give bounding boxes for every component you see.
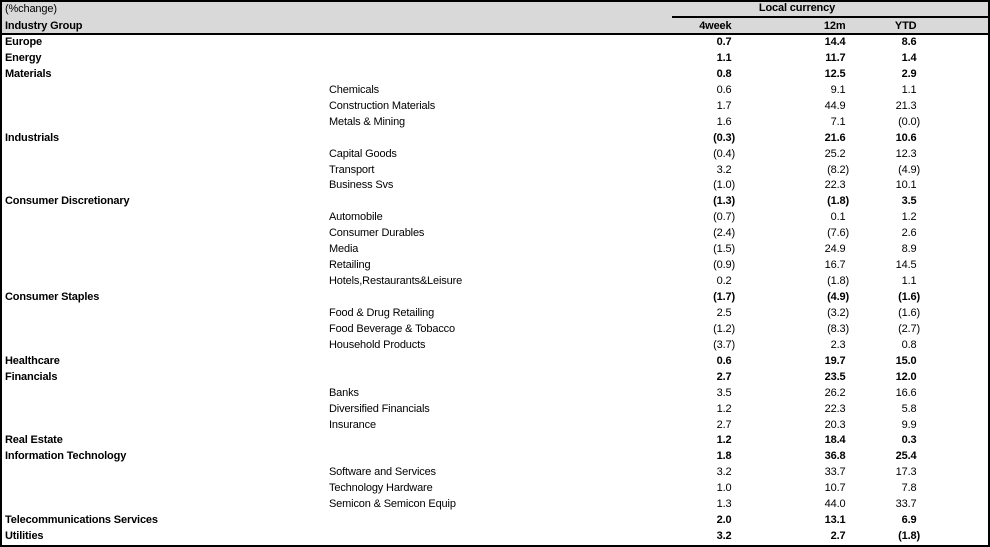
value-12m: (8.3) [827,322,849,335]
value-4week: 1.0 [716,482,732,495]
local-currency-group-header: Local currency [758,2,836,14]
sub-industry-name: Retailing [329,259,371,272]
value-12m: 24.9 [824,243,846,256]
table-row [2,210,988,226]
value-12m: 44.0 [824,498,846,511]
table-row [2,290,988,306]
industry-group-column-header: Industry Group [5,20,83,32]
sub-industry-name: Metals & Mining [329,115,406,128]
table-row [2,418,988,434]
value-12m: 26.2 [824,386,846,399]
sub-industry-name: Household Products [329,338,426,351]
table-row [2,433,988,449]
value-12m: 23.5 [824,370,846,383]
value-ytd: 0.8 [901,338,917,351]
value-ytd: 17.3 [895,466,917,479]
table-row [2,338,988,354]
industry-group-name: Utilities [5,530,44,543]
table-row [2,529,988,545]
value-ytd: 1.2 [901,211,917,224]
industry-group-name: Consumer Staples [5,291,100,303]
sub-industry-name: Hotels,Restaurants&Leisure [329,275,463,288]
table-row [2,513,988,529]
value-4week: 1.2 [716,402,732,415]
value-ytd: 9.9 [901,418,917,431]
value-4week: 3.5 [716,386,732,399]
value-12m: (8.2) [827,163,849,176]
value-12m: 19.7 [824,354,846,367]
value-12m: 11.7 [825,51,846,64]
value-ytd: 14.5 [895,259,917,272]
value-4week: 2.7 [716,418,732,431]
percent-change-label: (%change) [5,3,57,15]
table-row [2,115,988,131]
industry-group-name: Europe [5,36,42,48]
value-ytd: 0.3 [901,434,917,447]
sub-industry-name: Capital Goods [329,147,397,160]
table-row [2,481,988,497]
industry-group-name: Energy [5,51,42,64]
value-12m: 33.7 [824,466,846,479]
table-row [2,258,988,274]
value-12m: (4.9) [827,291,849,303]
value-ytd: 8.9 [901,243,917,256]
value-4week: 1.7 [716,99,732,112]
table-row [2,242,988,258]
value-ytd: 25.4 [895,450,917,463]
value-4week: 1.8 [716,450,732,463]
value-12m: (3.2) [827,306,849,319]
value-ytd: 15.0 [895,354,917,367]
industry-group-name: Industrials [5,131,59,144]
value-4week: 1.3 [716,498,732,511]
sub-industry-name: Business Svs [329,179,394,192]
value-ytd: (4.9) [898,163,920,176]
value-4week: 2.7 [716,370,732,383]
industry-group-name: Real Estate [5,434,63,447]
table-row [2,178,988,194]
table-row [2,497,988,513]
value-4week: (1.7) [713,291,735,303]
value-12m: 2.7 [830,530,846,543]
industry-group-name: Materials [5,67,52,80]
sub-industry-name: Banks [329,386,359,399]
value-12m: 13.1 [824,514,846,527]
table-row [2,51,988,67]
value-4week: 3.2 [716,530,732,543]
table-row [2,354,988,370]
value-ytd: (1.6) [898,306,920,319]
table-body [2,35,988,545]
sub-industry-name: Food Beverage & Tobacco [329,322,455,335]
value-ytd: (1.8) [898,530,920,543]
sub-industry-name: Transport [329,163,375,176]
value-4week: 0.7 [716,36,732,48]
value-ytd: (2.7) [898,322,920,335]
sub-industry-name: Chemicals [329,83,379,96]
table-row [2,306,988,322]
value-ytd: 1.4 [901,51,917,64]
value-12m: (1.8) [827,195,849,208]
table-row [2,131,988,147]
value-12m: 12.5 [824,67,846,80]
value-ytd: 1.1 [901,83,917,96]
local-currency-underline [672,16,988,18]
value-12m: 22.3 [824,179,846,192]
value-12m: 9.1 [830,83,846,96]
value-ytd: 6.9 [901,514,917,527]
value-12m: 16.7 [824,259,846,272]
value-4week: (1.3) [713,195,735,208]
table-row [2,465,988,481]
value-4week: 0.6 [716,83,732,96]
value-12m: (1.8) [827,275,849,288]
industry-group-name: Telecommunications Services [5,514,158,527]
table-header [2,2,988,35]
value-4week: (2.4) [713,227,735,240]
value-4week: 2.0 [716,514,732,527]
column-header-ytd: YTD [894,20,917,32]
value-4week: (0.7) [713,211,735,224]
value-ytd: (0.0) [898,115,920,128]
value-4week: (3.7) [713,338,735,351]
value-12m: 7.1 [830,115,846,128]
sub-industry-name: Insurance [329,418,376,431]
value-ytd: 12.3 [895,147,917,160]
table-row [2,402,988,418]
column-headers-row [2,20,988,32]
value-12m: 14.4 [824,36,846,48]
value-4week: 0.2 [716,275,732,288]
value-12m: 2.3 [830,338,846,351]
value-ytd: (1.6) [898,291,920,303]
value-ytd: 16.6 [895,386,917,399]
table-row [2,274,988,290]
industry-group-name: Information Technology [5,450,127,463]
value-4week: (0.9) [713,259,735,272]
value-12m: 10.7 [824,482,846,495]
sub-industry-name: Construction Materials [329,99,436,112]
sub-industry-name: Food & Drug Retailing [329,306,435,319]
value-ytd: 1.1 [901,275,917,288]
value-4week: 3.2 [716,466,732,479]
table-row [2,194,988,210]
value-4week: (0.3) [713,131,735,144]
value-4week: 1.2 [716,434,732,447]
value-12m: 25.2 [824,147,846,160]
table-row [2,386,988,402]
table-row [2,83,988,99]
value-ytd: 10.1 [895,179,917,192]
value-ytd: 12.0 [895,370,917,383]
value-12m: (7.6) [827,227,849,240]
value-4week: 1.1 [716,51,732,64]
column-header-12m: 12m [823,20,846,32]
sub-industry-name: Consumer Durables [329,227,425,240]
sub-industry-name: Software and Services [329,466,436,479]
value-4week: 2.5 [716,306,732,319]
value-4week: (1.5) [713,243,735,256]
table-row [2,147,988,163]
value-4week: (1.0) [713,179,735,192]
table-row [2,67,988,83]
table-row [2,449,988,465]
value-4week: 0.8 [716,67,732,80]
value-ytd: 7.8 [901,482,917,495]
value-ytd: 2.6 [901,227,917,240]
sub-industry-name: Technology Hardware [329,482,433,495]
value-12m: 36.8 [824,450,846,463]
table-row [2,370,988,386]
value-ytd: 33.7 [895,498,917,511]
sub-industry-name: Automobile [329,211,383,224]
value-4week: 3.2 [716,163,732,176]
value-4week: (1.2) [713,322,735,335]
value-ytd: 5.8 [901,402,917,415]
table-row [2,226,988,242]
table-row [2,35,988,51]
table-row [2,163,988,179]
value-ytd: 8.6 [901,36,917,48]
industry-group-name: Financials [5,370,58,383]
table-row [2,99,988,115]
industry-group-name: Healthcare [5,354,60,367]
value-4week: (0.4) [713,147,735,160]
value-ytd: 3.5 [901,195,917,208]
value-ytd: 2.9 [901,67,917,80]
value-ytd: 21.3 [895,99,917,112]
value-12m: 21.6 [824,131,846,144]
sub-industry-name: Semicon & Semicon Equip [329,498,456,511]
sub-industry-name: Media [329,243,359,256]
column-header-4week: 4week [699,20,732,32]
value-12m: 22.3 [824,402,846,415]
value-12m: 0.1 [830,211,846,224]
value-12m: 18.4 [824,434,846,447]
table-row [2,322,988,338]
value-12m: 44.9 [824,99,846,112]
value-4week: 1.6 [716,115,732,128]
value-12m: 20.3 [824,418,846,431]
sub-industry-name: Diversified Financials [329,402,430,415]
industry-group-name: Consumer Discretionary [5,195,130,208]
value-4week: 0.6 [716,354,732,367]
value-ytd: 10.6 [895,131,917,144]
